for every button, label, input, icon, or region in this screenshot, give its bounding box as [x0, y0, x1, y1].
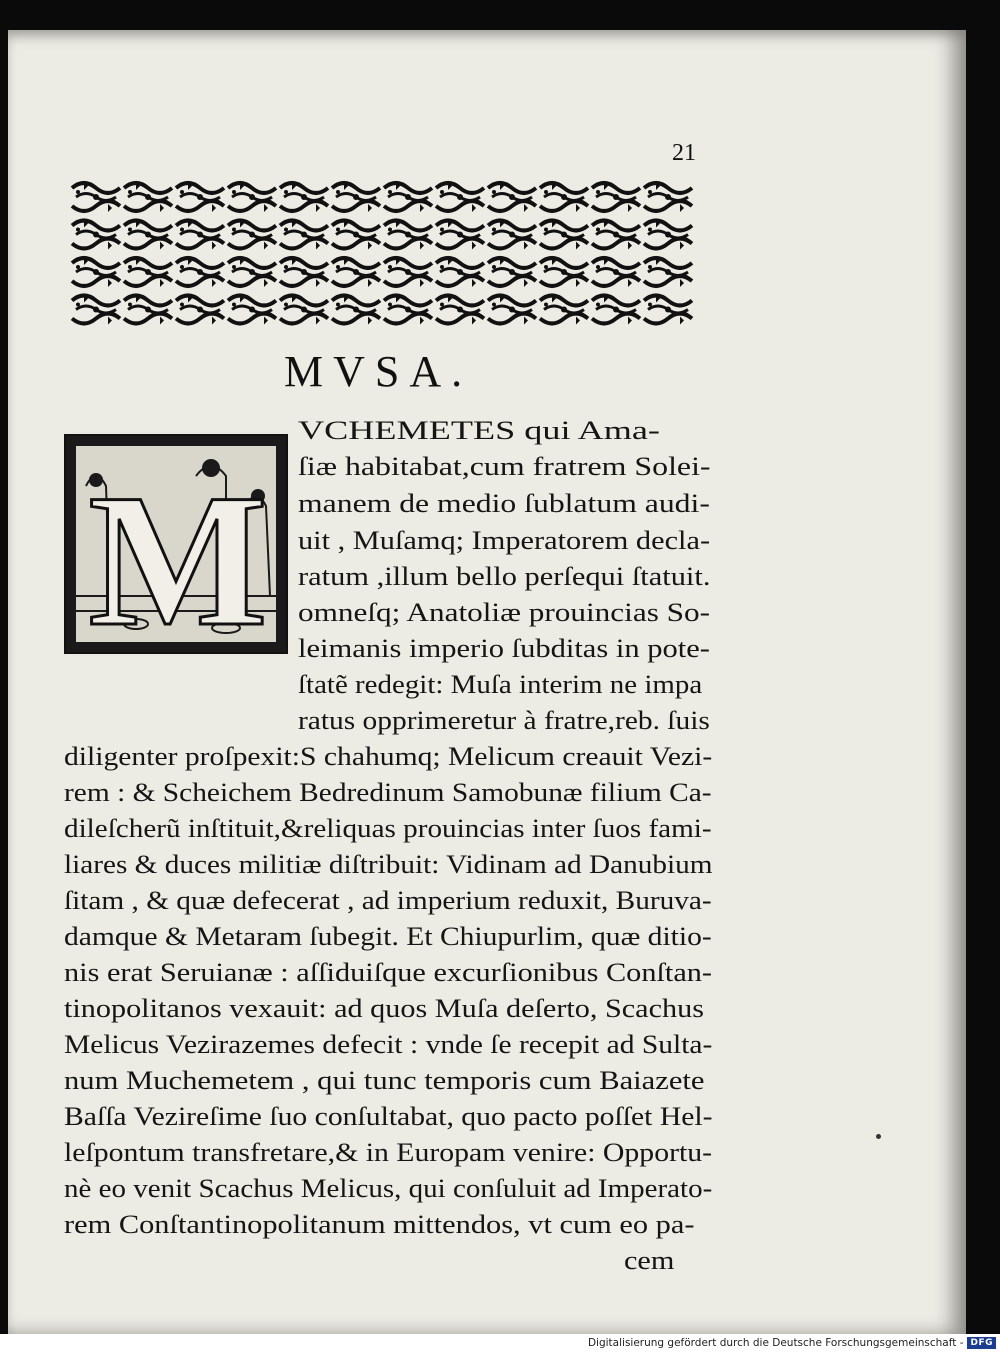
- text-line: leſpontum transfretare,& in Europam venire: Opportu-: [64, 1138, 713, 1167]
- text-line: Baſſa Vezireſime ſuo conſultabat, quo pacto poſſet Hel-: [64, 1102, 713, 1131]
- digitization-footer: [588, 1334, 996, 1352]
- text-line: nis erat Seruianæ : aſſiduiſque excurſionibus Conſtan-: [64, 958, 713, 987]
- text-line: ſitam , & quæ defecerat , ad imperium reduxit, Buruva-: [64, 886, 712, 915]
- text-line: ſiæ habitabat,cum fratrem Solei-: [298, 452, 711, 481]
- text-line: Melicus Vezirazemes defecit : vnde ſe recepit ad Sulta-: [64, 1030, 713, 1059]
- text-line: uit , Muſamq; Imperatorem decla-: [298, 526, 711, 555]
- footer-text: Digitalisierung gefördert durch die Deutsche Forschungsgemeinschaft -: [587, 1337, 964, 1349]
- text-line: tinopolitanos vexauit: ad quos Muſa deſerto, Scachus: [64, 994, 704, 1023]
- text-line: num Muchemetem , qui tunc temporis cum Baiazete: [64, 1066, 705, 1095]
- decorated-initial: [64, 434, 288, 654]
- dfg-logo: DFG: [967, 1337, 996, 1349]
- text-line: manem de medio ſublatum audi-: [298, 489, 710, 518]
- ornamental-headpiece: [70, 178, 694, 328]
- text-line: dileſcherũ inſtituit,&reliquas prouincias inter ſuos fami-: [64, 814, 712, 843]
- text-line: ſtatẽ redegit: Muſa interim ne impa: [298, 670, 703, 699]
- text-line: rem Conſtantinopolitanum mittendos, vt cum eo pa-: [64, 1210, 695, 1239]
- text-line: rem : & Scheichem Bedredinum Samobunæ filium Ca-: [64, 778, 712, 807]
- text-line: liares & duces militiæ diſtribuit: Vidinam ad Danubium: [64, 850, 713, 879]
- text-line: ratum ,illum bello perſequi ſtatuit.: [298, 562, 711, 591]
- text-line: ratus opprimeretur à fratre,reb. ſuis: [298, 706, 710, 735]
- chapter-title: MVSA.: [284, 347, 473, 396]
- text-line: VCHEMETES qui Ama-: [298, 416, 660, 445]
- ink-speck: [876, 1134, 881, 1139]
- text-line: cem: [624, 1246, 675, 1275]
- text-line: damque & Metaram ſubegit. Et Chiupurlim, quæ ditio-: [64, 922, 712, 951]
- text-line: diligenter proſpexit:S chahumq; Melicum creauit Vezi-: [64, 742, 713, 771]
- initial-letter: M: [88, 456, 268, 642]
- text-line: nè eo venit Scachus Melicus, qui conſuluit ad Imperato-: [64, 1174, 713, 1203]
- text-line: leimanis imperio ſubditas in pote-: [298, 634, 710, 663]
- text-line: omneſq; Anatoliæ prouincias So-: [298, 598, 711, 627]
- page-number: 21: [672, 140, 696, 166]
